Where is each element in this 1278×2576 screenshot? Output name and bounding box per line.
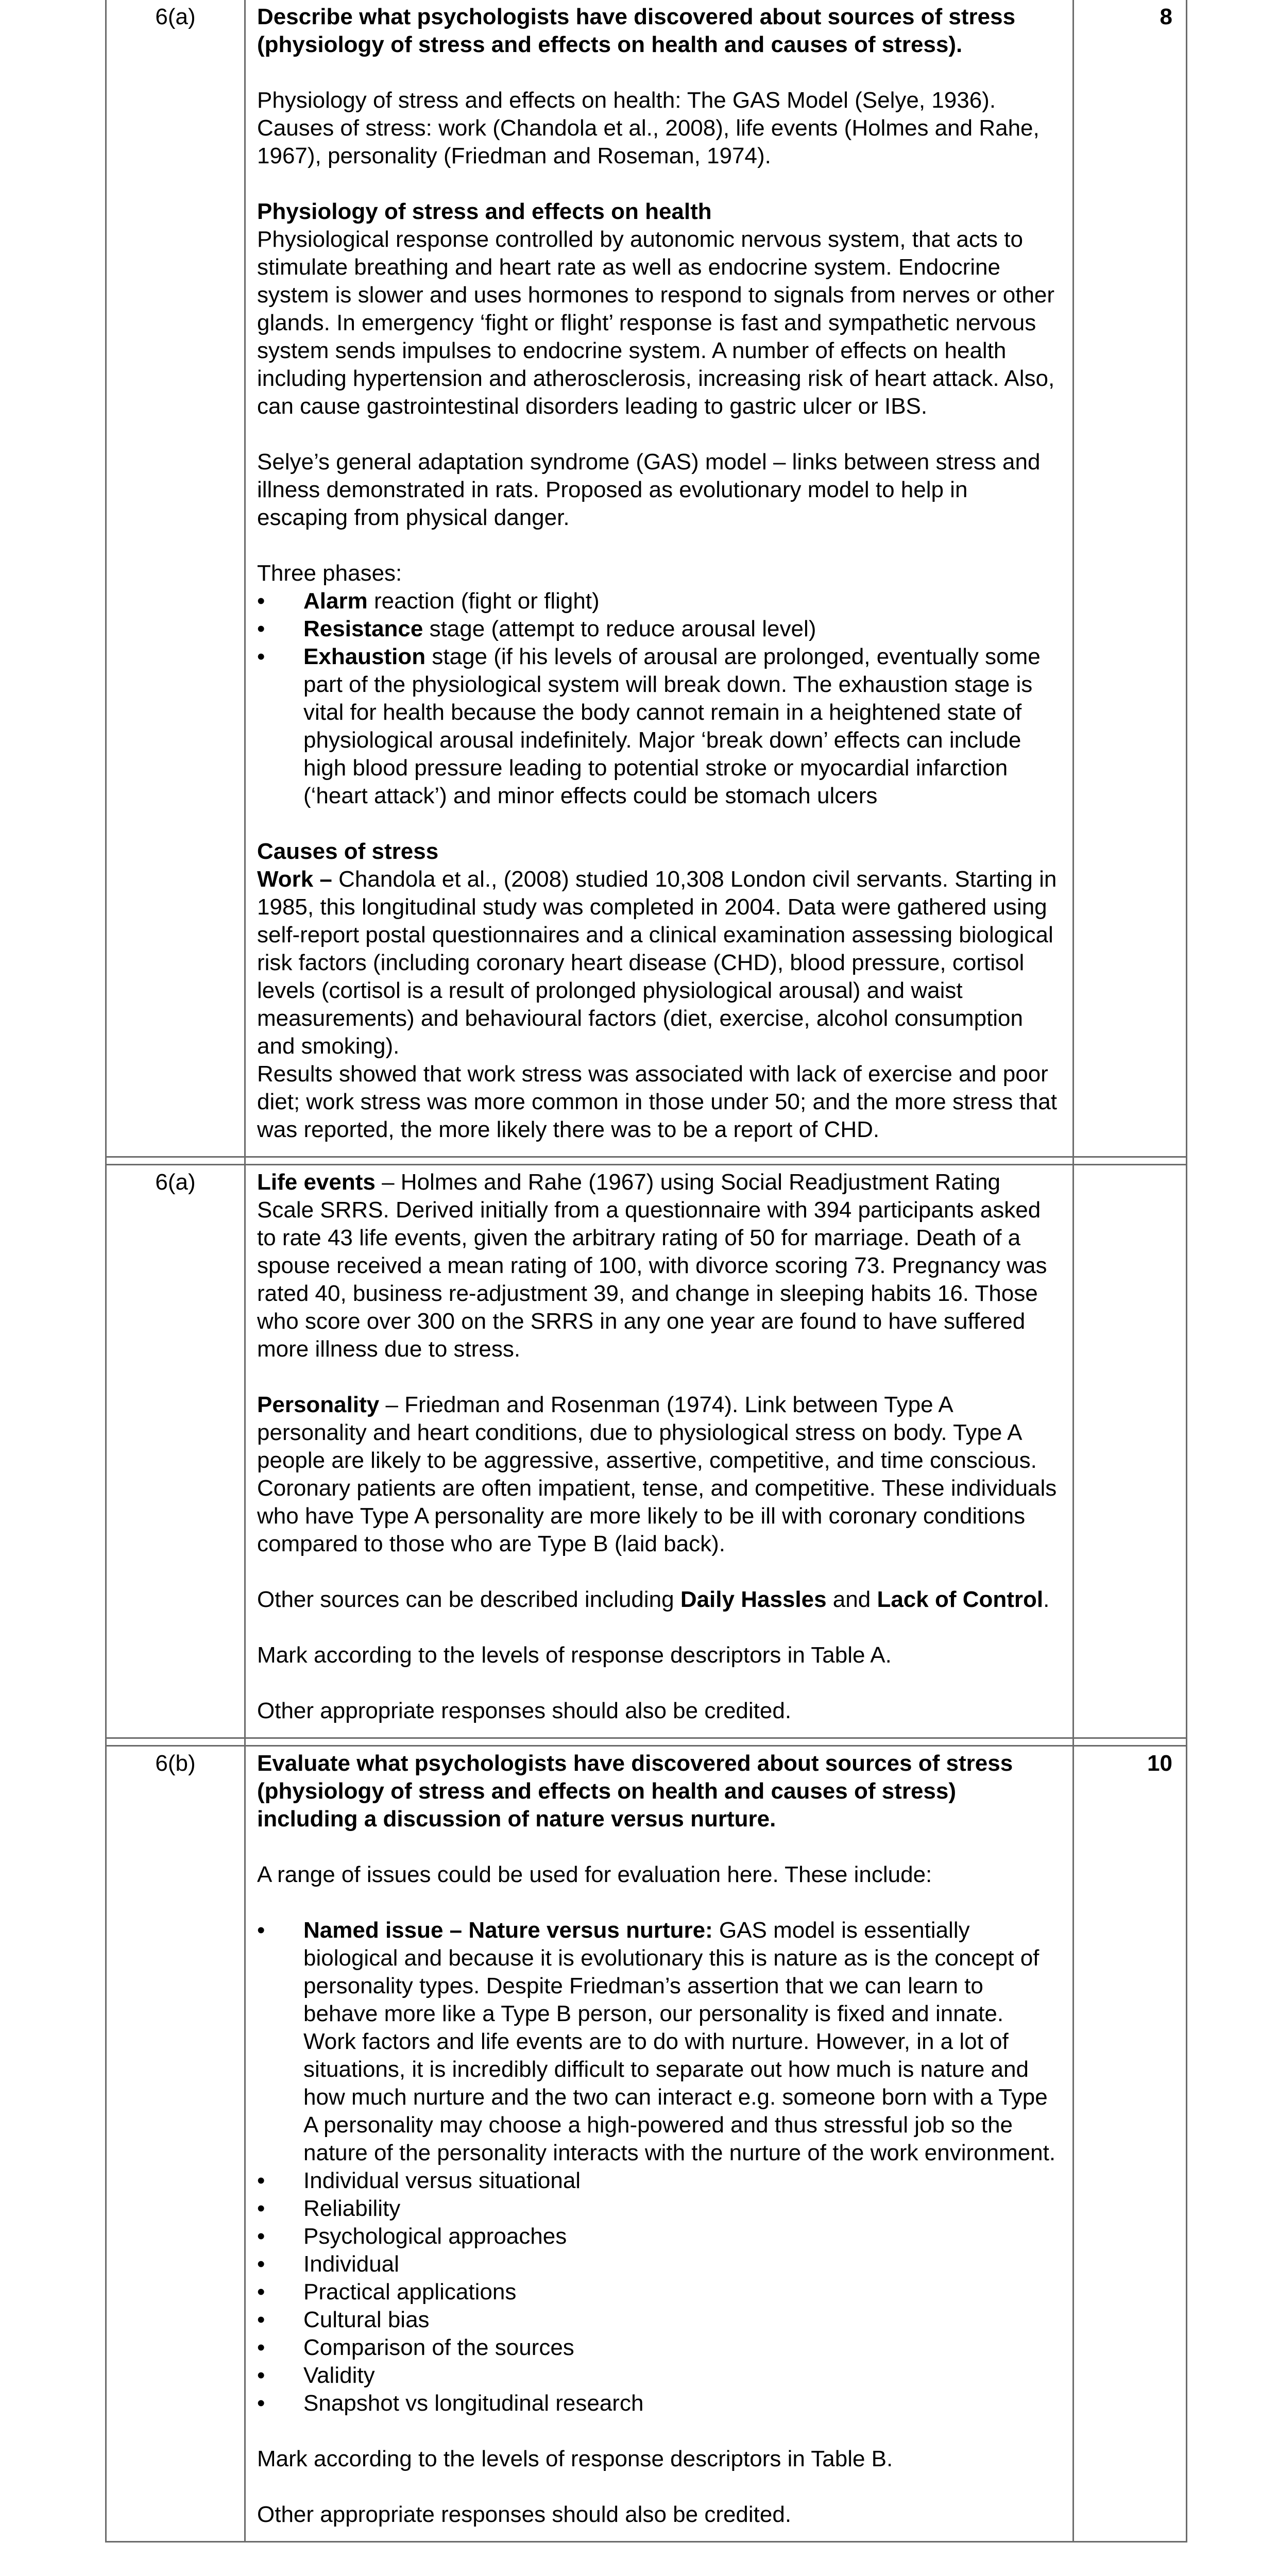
list-item xyxy=(257,587,1062,615)
inline-label: Named issue – Nature versus nurture: xyxy=(303,1918,713,1943)
section-heading: Causes of stress xyxy=(257,839,439,864)
answer-cell xyxy=(245,0,1073,1157)
list-item: • Reliability xyxy=(257,2195,1062,2223)
phase-name: Resistance xyxy=(303,616,423,641)
table-row xyxy=(106,0,1187,1157)
mark-note: Mark according to the levels of response descriptors in Table A. xyxy=(257,1642,892,1668)
answer-cell xyxy=(245,1746,1073,2542)
inline-label: Lack of Control xyxy=(877,1587,1044,1612)
list-item: • Cultural bias xyxy=(257,2306,1062,2334)
paragraph: Physiological response controlled by autonomic nervous system, that acts to stimulate breathing and heart rate as well as endocrine system. Endocrine system is slower and uses hormones to respond to signals from nerves or other glands. In emergency ‘fight or flight’ response is fast and sympathetic nervous system sends impulses to endocrine system. A number of effects on health including hypertension and atherosclerosis, increasing risk of heart attack. Also, can cause gastrointestinal disorders leading to gastric ulcer or IBS. xyxy=(257,227,1055,419)
paragraph: Selye’s general adaptation syndrome (GAS) model – links between stress and illness demonstrated in rats. Proposed as evolutionary model to help in escaping from physical danger. xyxy=(257,449,1041,530)
list-item xyxy=(257,615,1062,643)
marks-value: 8 xyxy=(1160,4,1172,29)
inline-text: – Friedman and Rosenman (1974). Link between Type A personality and heart conditions, due to physiological stress on body. Type A people are likely to be aggressive, assertive, competitive, and time conscious. Coronary patients are often impatient, tense, and competitive. These individuals who have Type A personality are more likely to be ill with coronary conditions compared to those who are Type B (laid back). xyxy=(257,1392,1057,1556)
question-prompt: Describe what psychologists have discovered about sources of stress (physiology of stress and effects on health and causes of stress). xyxy=(257,4,1016,57)
phase-text: stage (if his levels of arousal are prolonged, eventually some part of the physiological system will break down. The exhaustion stage is vital for health because the body cannot remain in a heightened state of physiological arousal indefinitely. Major ‘break down’ effects can include high blood pressure leading to potential stroke or myocardial infarction (‘heart attack’) and minor effects could be stomach ulcers xyxy=(303,644,1041,808)
mark-scheme-table xyxy=(105,0,1187,2543)
issues-list xyxy=(257,1917,1062,2417)
phase-text: stage (attempt to reduce arousal level) xyxy=(423,616,816,641)
question-number: 6(a) xyxy=(155,1170,196,1195)
list-item: • Individual versus situational xyxy=(257,2167,1062,2195)
answer-intro: Physiology of stress and effects on health: The GAS Model (Selye, 1936). Causes of stress: work (Chandola et al., 2008), life events (Holmes and Rahe, 1967), personality (Friedman and Roseman, 1974). xyxy=(257,88,1040,168)
list-item: • Validity xyxy=(257,2362,1062,2389)
marks-value xyxy=(1074,1165,1186,1168)
inline-label: Life events xyxy=(257,1170,376,1195)
list-item: • Snapshot vs longitudinal research xyxy=(257,2389,1062,2417)
credit-note: Other appropriate responses should also be credited. xyxy=(257,2502,792,2527)
inline-text: GAS model is essentially biological and because it is evolutionary this is nature as is the concept of personality types. Despite Friedman’s assertion that we can learn to behave more like a Type B person, our personality is fixed and innate. Work factors and life events are to do with nurture. However, in a lot of situations, it is incredibly difficult to separate out how much is nature and how much nurture and the two can interact e.g. someone born with a Type A personality may choose a high-powered and thus stressful job so the nature of the personality interacts with the nurture of the work environment. xyxy=(303,1918,1056,2165)
credit-note: Other appropriate responses should also be credited. xyxy=(257,1698,792,1723)
question-number-cell xyxy=(106,1746,245,2542)
marks-cell xyxy=(1073,1746,1187,2542)
marks-value: 10 xyxy=(1147,1751,1172,1776)
row-separator xyxy=(106,1157,1187,1165)
row-separator xyxy=(106,1738,1187,1746)
phases-intro: Three phases: xyxy=(257,561,402,586)
inline-label: Personality xyxy=(257,1392,380,1417)
phase-text: reaction (fight or flight) xyxy=(367,588,600,614)
marks-cell xyxy=(1073,0,1187,1157)
answer-cell xyxy=(245,1165,1073,1738)
section-heading: Physiology of stress and effects on health xyxy=(257,199,712,224)
inline-label: Work – xyxy=(257,867,332,892)
inline-text: and xyxy=(826,1587,877,1612)
table-row xyxy=(106,1165,1187,1738)
answer-content xyxy=(246,1747,1072,2541)
paragraph xyxy=(257,1391,1062,1558)
paragraph xyxy=(257,866,1062,1060)
phases-list xyxy=(257,587,1062,810)
question-number: 6(b) xyxy=(155,1751,196,1776)
phase-name: Exhaustion xyxy=(303,644,426,669)
inline-text: . xyxy=(1043,1587,1050,1612)
phase-name: Alarm xyxy=(303,588,368,614)
list-item: • Individual xyxy=(257,2250,1062,2278)
inline-text: Other sources can be described including xyxy=(257,1587,680,1612)
question-number-cell xyxy=(106,0,245,1157)
inline-text: – Holmes and Rahe (1967) using Social Readjustment Rating Scale SRRS. Derived initially from a questionnaire with 394 participants asked to rate 43 life events, given the arbitrary rating of 50 for marriage. Death of a spouse received a mean rating of 100, with divorce scoring 73. Pregnancy was rated 40, business re-adjustment 39, and change in sleeping habits 16. Those who score over 300 on the SRRS in any one year are found to have suffered more illness due to stress. xyxy=(257,1170,1047,1362)
table-row xyxy=(106,1746,1187,2542)
paragraph: A range of issues could be used for evaluation here. These include: xyxy=(257,1862,932,1887)
question-number-cell xyxy=(106,1165,245,1738)
inline-text: Chandola et al., (2008) studied 10,308 London civil servants. Starting in 1985, this longitudinal study was completed in 2004. Data were gathered using self-report postal questionnaires and a clinical examination assessing biological risk factors (including coronary heart disease (CHD), blood pressure, cortisol levels (cortisol is a result of prolonged physiological arousal) and waist measurements) and behavioural factors (diet, exercise, alcohol consumption and smoking). xyxy=(257,867,1057,1059)
answer-content xyxy=(246,0,1072,1156)
list-item: • Comparison of the sources xyxy=(257,2334,1062,2362)
mark-note: Mark according to the levels of response descriptors in Table B. xyxy=(257,2446,893,2471)
answer-content xyxy=(246,1165,1072,1737)
marks-cell xyxy=(1073,1165,1187,1738)
question-prompt: Evaluate what psychologists have discovered about sources of stress (physiology of stress and effects on health and causes of stress) including a discussion of nature versus nurture. xyxy=(257,1751,1013,1832)
inline-label: Daily Hassles xyxy=(680,1587,827,1612)
list-item: • Practical applications xyxy=(257,2278,1062,2306)
paragraph xyxy=(257,1168,1062,1363)
paragraph xyxy=(257,1586,1062,1614)
list-item xyxy=(257,1917,1062,2167)
list-item xyxy=(257,643,1062,810)
question-number: 6(a) xyxy=(155,4,196,29)
paragraph: Results showed that work stress was associated with lack of exercise and poor diet; work stress was more common in those under 50; and the more stress that was reported, the more likely there was to be a report of CHD. xyxy=(257,1061,1057,1142)
list-item: • Psychological approaches xyxy=(257,2223,1062,2250)
